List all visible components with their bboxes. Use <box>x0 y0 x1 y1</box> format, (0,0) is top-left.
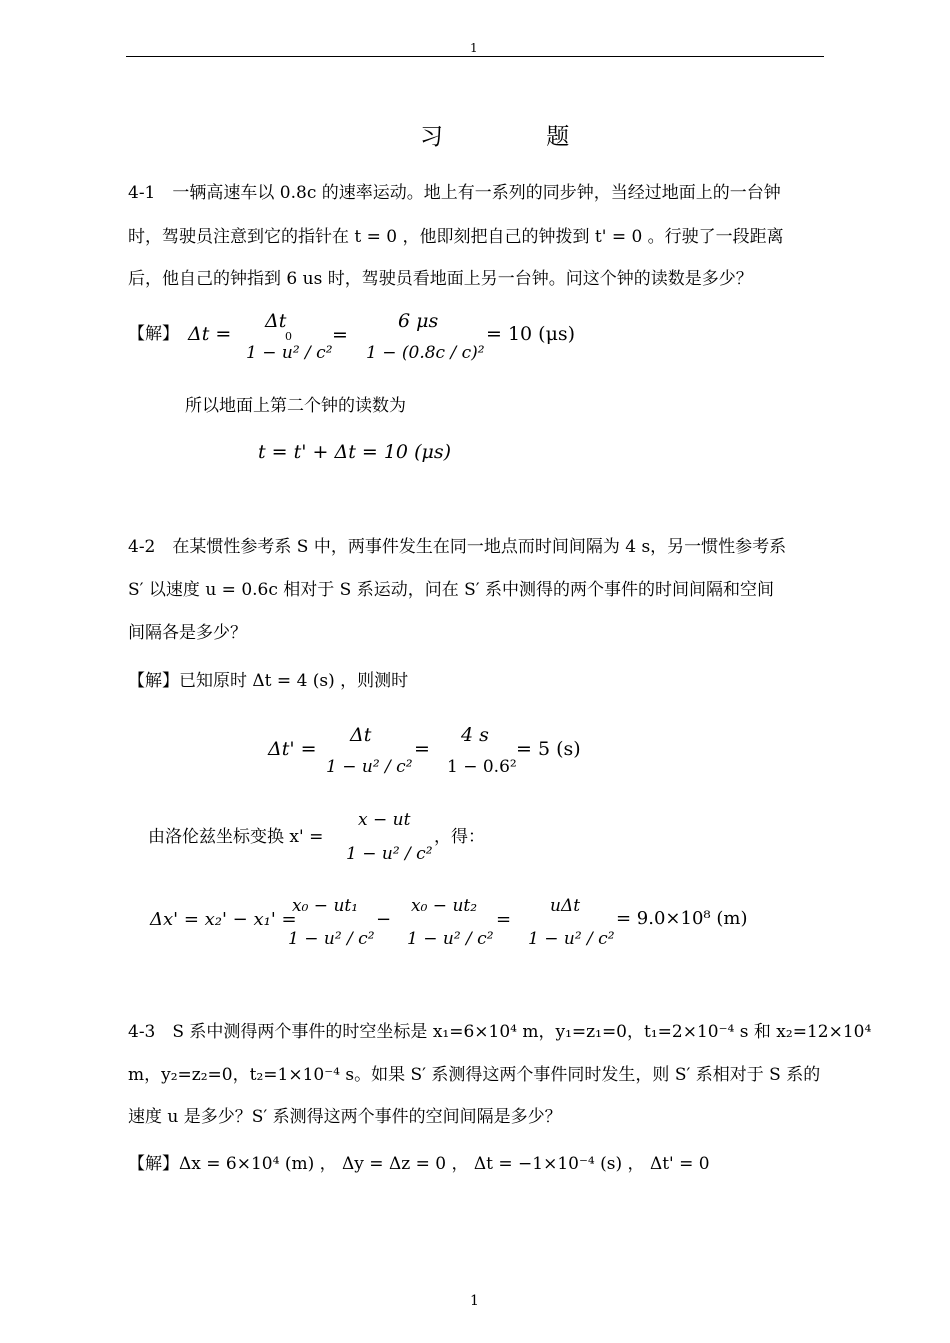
header-rule <box>126 56 824 57</box>
equation-4-2-dx-den3: 1 − u² / c² <box>528 929 615 949</box>
lorentz-num: x − ut <box>358 810 411 830</box>
footer-page-number: 1 <box>470 1293 479 1309</box>
lorentz-den: 1 − u² / c² <box>346 844 433 864</box>
equation-4-2-dx-result: = 9.0×10⁸ (m) <box>616 908 748 929</box>
problem-4-3-line-3: 速度 u 是多少？S′ 系测得这两个事件的空间间隔是多少？ <box>128 1107 562 1127</box>
equation-4-1-den1: 1 − u² / c² <box>246 343 333 363</box>
problem-4-1-line-1: 4-1 一辆高速车以 0.8c 的速率运动。地上有一系列的同步钟，当经过地面上的一台钟 <box>128 183 781 203</box>
problem-4-1-line-3: 后，他自己的钟指到 6 us 时，驾驶员看地面上另一台钟。问这个钟的读数是多少？ <box>128 269 753 289</box>
problem-4-2-line-1: 4-2 在某惯性参考系 S 中，两事件发生在同一地点而时间间隔为 4 s，另一惯性参考系 <box>128 537 787 557</box>
problem-4-3-line-1: 4-3 S 系中测得两个事件的时空坐标是 x₁=6×10⁴ m，y₁=z₁=0，t₁=2×10⁻⁴ s 和 x₂=12×10⁴ <box>128 1022 872 1042</box>
equation-4-2-num1: Δt <box>350 724 372 746</box>
problem-4-3-solution: 【解】Δx = 6×10⁴ (m) ， Δy = Δz = 0 ， Δt = −1×10⁻⁴ (s) ， Δt' = 0 <box>128 1154 710 1174</box>
equation-4-2-dx-num3: uΔt <box>550 896 581 916</box>
equation-4-2-den2: 1 − 0.6² <box>447 757 517 777</box>
equation-4-1-lhs: Δt = <box>188 323 232 345</box>
equation-4-1-num2: 6 μs <box>398 310 439 332</box>
solution-label: 【解】 <box>128 324 179 344</box>
equation-4-2-dx-num1: x₀ − ut₁ <box>292 896 359 916</box>
equation-4-1-second: t = t' + Δt = 10 (μs) <box>258 441 451 463</box>
equation-4-2-dx-num2: x₀ − ut₂ <box>411 896 478 916</box>
equation-4-1-eq: = <box>332 324 348 346</box>
equation-4-2-lhs: Δt' = <box>268 738 317 760</box>
lorentz-text: 由洛伦兹坐标变换 x' = <box>148 827 324 847</box>
problem-4-2-line-3: 间隔各是多少？ <box>128 623 247 643</box>
equation-4-1-den2: 1 − (0.8c / c)² <box>366 343 485 363</box>
header-page-number: 1 <box>470 41 478 55</box>
equation-4-2-dx-den1: 1 − u² / c² <box>288 929 375 949</box>
equation-4-1-num1: Δt <box>265 310 287 332</box>
equation-4-2-dx-minus: − <box>376 909 392 930</box>
problem-4-3-line-2: m，y₂=z₂=0，t₂=1×10⁻⁴ s。如果 S′ 系测得这两个事件同时发生，则 S′ 系相对于 S 系的 <box>128 1065 821 1085</box>
equation-4-1-result: = 10 (μs) <box>486 323 576 345</box>
equation-4-2-eq: = <box>414 738 430 760</box>
lorentz-tail: ，得： <box>434 827 485 847</box>
equation-4-2-dx-lhs: Δx' = x₂' − x₁' = <box>150 909 297 930</box>
equation-4-2-dx-den2: 1 − u² / c² <box>407 929 494 949</box>
equation-4-2-result: = 5 (s) <box>516 738 581 760</box>
equation-4-2-den1: 1 − u² / c² <box>326 757 413 777</box>
equation-4-2-dx-eq: = <box>496 909 512 930</box>
problem-4-1-text-2: 所以地面上第二个钟的读数为 <box>185 396 406 416</box>
problem-4-2-solution: 【解】已知原时 Δt = 4 (s) ，则测时 <box>128 671 409 691</box>
problem-4-1-line-2: 时，驾驶员注意到它的指针在 t = 0 ，他即刻把自己的钟拨到 t' = 0 。行驶了一段距离 <box>128 227 784 247</box>
equation-4-1-num1-sub: 0 <box>285 330 292 343</box>
problem-4-2-line-2: S′ 以速度 u = 0.6c 相对于 S 系运动，问在 S′ 系中测得的两个事件的时间间隔和空间 <box>128 580 775 600</box>
equation-4-2-num2: 4 s <box>461 724 489 746</box>
page-title: 习 题 <box>420 124 618 150</box>
